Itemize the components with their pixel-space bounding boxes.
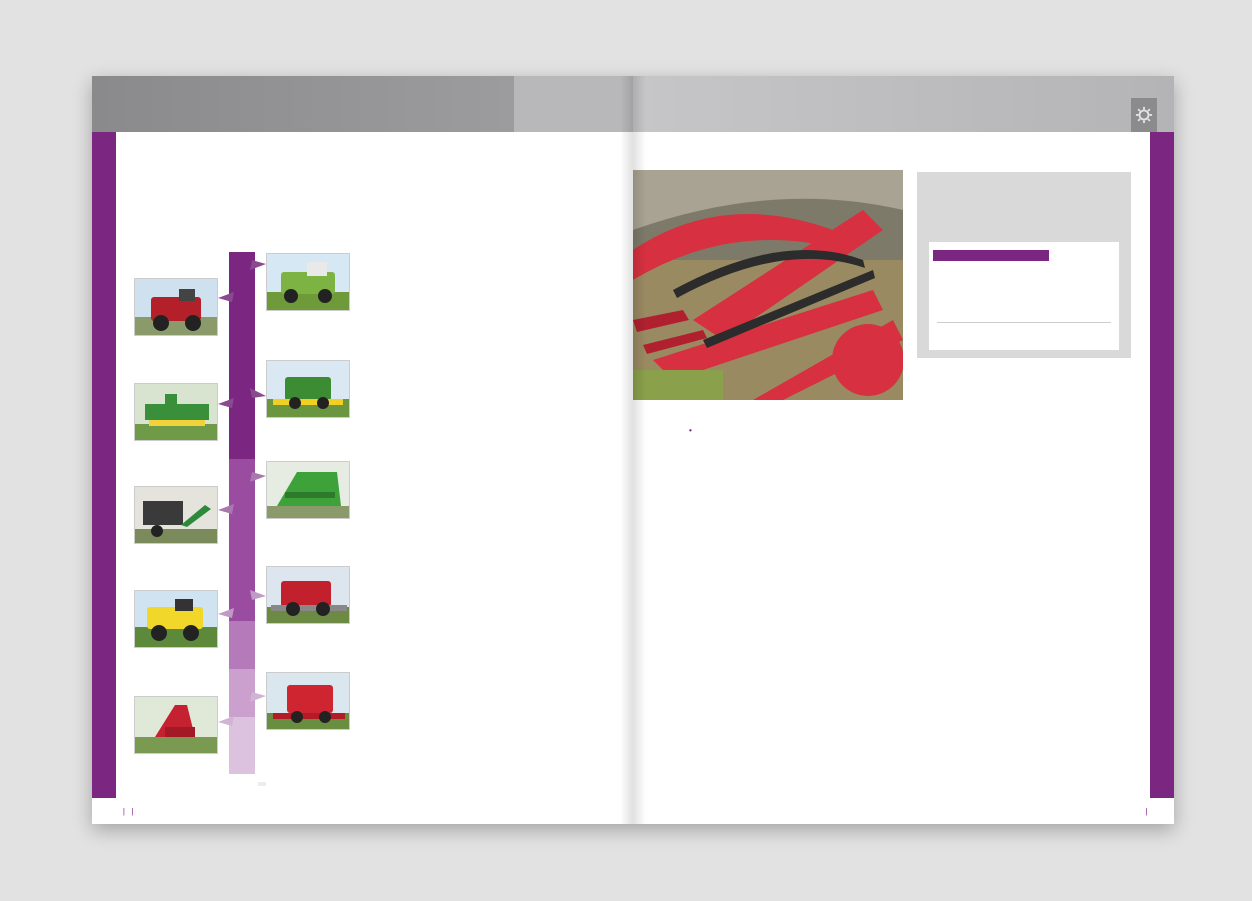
machine-card [266, 672, 350, 733]
gear-icon [1135, 106, 1153, 124]
machine-photo [134, 383, 218, 441]
machine-card [266, 253, 350, 314]
feature-source [258, 782, 266, 786]
bullet-paragraph [689, 426, 905, 437]
chart-source [937, 322, 1111, 325]
article-column-1 [362, 180, 580, 184]
machine-photo [266, 566, 350, 624]
chart-legend-table [933, 250, 1049, 261]
machine-card [266, 461, 350, 522]
machine-card [134, 590, 218, 651]
machine-photo [134, 486, 218, 544]
timeline-arrows [212, 256, 272, 756]
machine-card [134, 278, 218, 339]
donut-chart [1057, 250, 1113, 306]
purple-margin-bar [1150, 132, 1174, 798]
magazine-spread [92, 76, 1174, 824]
machine-card [134, 383, 218, 444]
machine-card [134, 696, 218, 757]
machine-photo [266, 461, 350, 519]
chart-body [929, 242, 1119, 350]
machine-card [134, 486, 218, 547]
gear-badge [1131, 98, 1157, 132]
machine-card [266, 566, 350, 627]
machine-photo [134, 278, 218, 336]
machine-photo [134, 590, 218, 648]
machine-photo [134, 696, 218, 754]
purple-margin-bar [92, 132, 116, 798]
legend-header [933, 250, 1049, 261]
harvester-header-photo [633, 170, 903, 400]
page-footer-left: | | [120, 807, 136, 816]
page-footer-right: | [1143, 807, 1150, 816]
right-page [633, 76, 1174, 824]
left-page [92, 76, 633, 824]
machine-photo [266, 253, 350, 311]
chart-panel [917, 172, 1131, 358]
header-band [92, 76, 633, 132]
machine-photo [266, 672, 350, 730]
machine-photo [266, 360, 350, 418]
machine-card [266, 360, 350, 421]
header-band [633, 76, 1174, 132]
article-column-2 [689, 420, 905, 438]
bullet-dot: • [689, 426, 692, 435]
